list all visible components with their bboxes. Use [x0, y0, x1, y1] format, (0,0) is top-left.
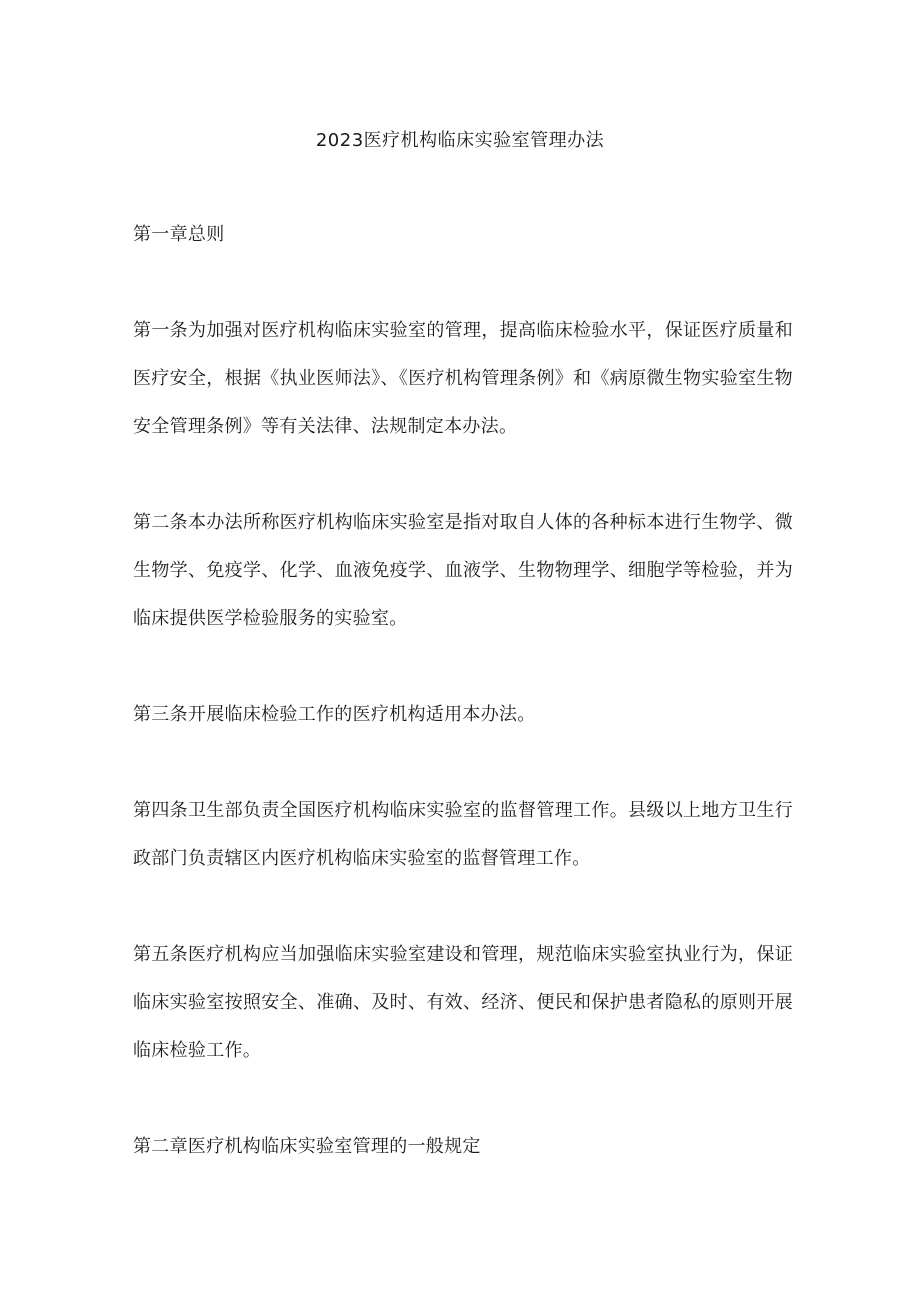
chapter-1-heading: 第一章总则	[133, 224, 225, 245]
article-2-paragraph: 第二条本办法所称医疗机构临床实验室是指对取自人体的各种标本进行生物学、微生物学、免疫学、化学、血液免疫学、血液学、生物物理学、细胞学等检验，并为临床提供医学检验服务的实验室。	[133, 512, 793, 629]
article-3-paragraph: 第三条开展临床检验工作的医疗机构适用本办法。	[133, 704, 536, 725]
article-1-paragraph: 第一条为加强对医疗机构临床实验室的管理，提高临床检验水平，保证医疗质量和医疗安全，根据《执业医师法》、《医疗机构管理条例》和《病原微生物实验室生物安全管理条例》等有关法律、法规制定本办法。	[133, 320, 793, 437]
document-title: 2023医疗机构临床实验室管理办法	[315, 130, 605, 151]
chapter-2-heading: 第二章医疗机构临床实验室管理的一般规定	[133, 1136, 481, 1157]
article-4-paragraph: 第四条卫生部负责全国医疗机构临床实验室的监督管理工作。县级以上地方卫生行政部门负责辖区内医疗机构临床实验室的监督管理工作。	[133, 800, 793, 869]
article-5-paragraph: 第五条医疗机构应当加强临床实验室建设和管理，规范临床实验室执业行为，保证临床实验室按照安全、准确、及时、有效、经济、便民和保护患者隐私的原则开展临床检验工作。	[133, 944, 793, 1061]
